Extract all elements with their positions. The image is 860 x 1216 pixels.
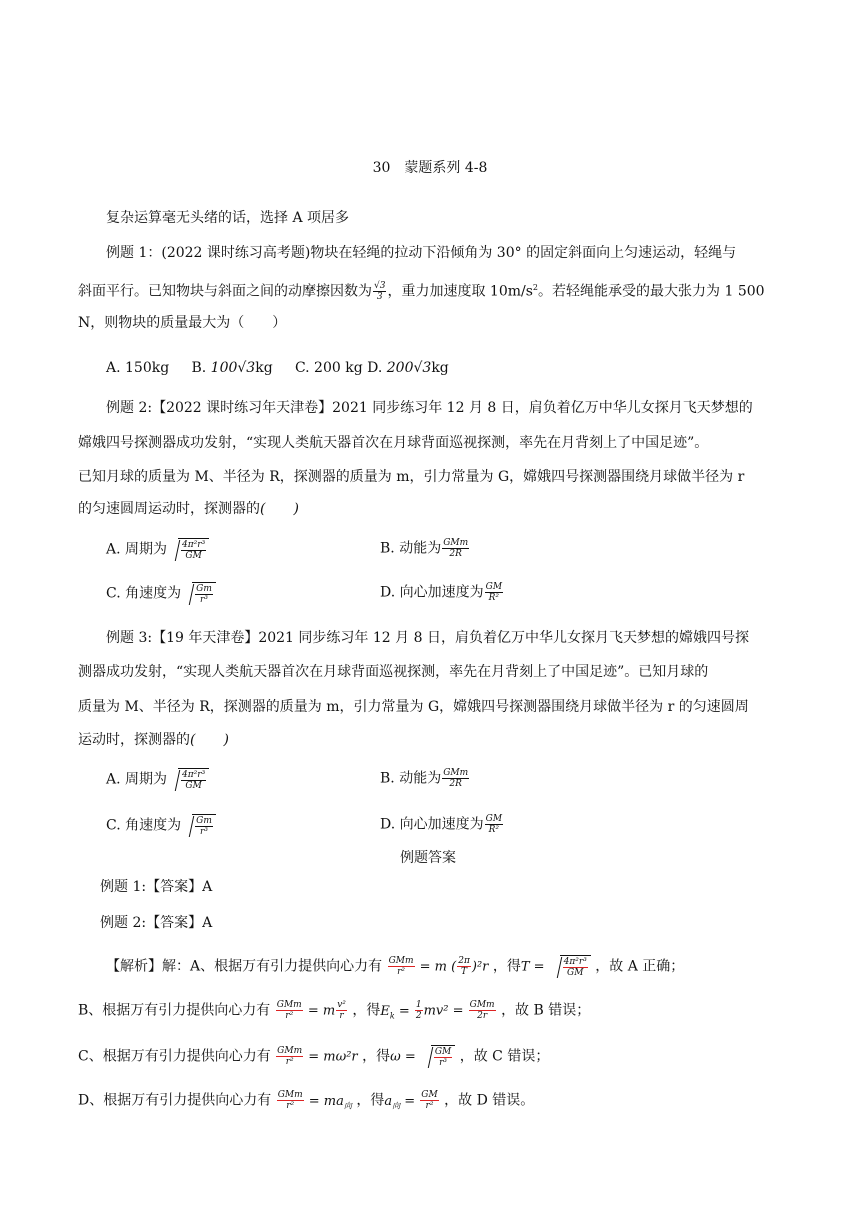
q3-option-c: C. 角速度为 $\frac{Gm}{\text{r³}}$ <box>106 814 216 837</box>
intro-text: 复杂运算毫无头绪的话，选择 A 项居多 <box>106 210 350 226</box>
answer-1: 例题 1:【答案】A <box>100 879 213 895</box>
q3-option-b: B. 动能为 $\frac{\text{GMm}}{2R}$ <box>380 768 469 789</box>
q1-line2: 斜面平行。已知物块与斜面之间的动摩擦因数为 $\frac{√3}{3}$ ，重力加速度取 $10m/s^2$。若轻绳能承受的最大张力为 1 500 <box>78 281 765 303</box>
q1-line3: N，则物块的质量最大为（ ） <box>78 315 287 331</box>
q2-line1: 例题 2:【2022 课时练习年天津卷】2021 同步练习年 12 月 8 日，肩负着亿万中华儿女探月飞天梦想的 <box>106 400 753 416</box>
q3-line1: 例题 3:【19 年天津卷】2021 同步练习年 12 月 8 日，肩负着亿万中华儿女探月飞天梦想的嫦娥四号探 <box>106 630 749 646</box>
q2-line2: 嫦娥四号探测器成功发射，“实现人类航天器首次在月球背面巡视探测，率先在月背刻上了中国足迹”。 <box>78 435 709 451</box>
q2-line4: 的匀速圆周运动时，探测器的( ) <box>78 501 299 517</box>
q3-line2: 测器成功发射，“实现人类航天器首次在月球背面巡视探测，率先在月背刻上了中国足迹”。已知月球的 <box>78 664 709 680</box>
answers-heading: 例题答案 <box>400 850 456 866</box>
explanation-c: C、根据万有引力提供向心力有 $\frac{\text{GMm}}{\text{r²}}$ = mω²r ，得ω = $\frac{GM}{\text{r³}}$ ，故 C 错误； <box>78 1046 550 1068</box>
answer-2: 例题 2:【答案】A <box>100 915 213 931</box>
q3-line4: 运动时，探测器的( ) <box>78 732 229 748</box>
q3-option-d: D. 向心加速度为 $\frac{GM}{\text{R²}}$ <box>380 814 503 835</box>
q2-option-c: C. 角速度为 $\frac{Gm}{\text{r³}}$ <box>106 582 216 605</box>
q2-option-b: B. 动能为 $\frac{\text{GMm}}{2R}$ <box>380 538 469 559</box>
q2-line3: 已知月球的质量为 M、半径为 R，探测器的质量为 m，引力常量为 G，嫦娥四号探测器围绕月球做半径为 r <box>78 469 745 485</box>
explanation-d: D、根据万有引力提供向心力有 $\frac{\text{GMm}}{\text{r²}}$ = $ma_向$ ，得$a_向$ = $\frac{GM}{\text{r²}}$ ，故 D 错误。 <box>78 1090 535 1111</box>
q3-line3: 质量为 M、半径为 R，探测器的质量为 m，引力常量为 G，嫦娥四号探测器围绕月球做半径为 r 的匀速圆周 <box>78 699 749 715</box>
q3-option-a: A. 周期为 $\frac{\text{4π²r³}}{GM}$ <box>106 768 209 791</box>
q1-options: A. 150kg B. 100√3kg C. 200 kg D. 200√3kg <box>106 360 449 376</box>
page-title: 30 蒙题系列 4-8 <box>372 160 488 176</box>
explanation-b: B、根据万有引力提供向心力有 $\frac{\text{GMm}}{\text{r²}}$ = m $\frac{\text{v²}}{r}$ ，得$E_k$ = $\frac{1}{2}$ mv² = $\frac{\text{GMm}}{2r}$ ，故 B 错误； <box>78 1000 591 1021</box>
q1-line1: 例题 1：(2022 课时练习高考题)物块在轻绳的拉动下沿倾角为 30° 的固定斜面向上匀速运动，轻绳与 <box>106 245 737 261</box>
explanation-a: 【解析】解：A、根据万有引力提供向心力有 $\frac{\text{GMm}}{\text{r²}}$ = m ( $\frac{2\pi}{T}$ )²r ，得T = $\frac{\text{4π²r³}}{GM}$ ，故 A 正确； <box>106 956 685 978</box>
q2-option-d: D. 向心加速度为 $\frac{GM}{\text{R²}}$ <box>380 582 503 603</box>
q2-option-a: A. 周期为 $\frac{\text{4π²r³}}{GM}$ <box>106 538 209 561</box>
